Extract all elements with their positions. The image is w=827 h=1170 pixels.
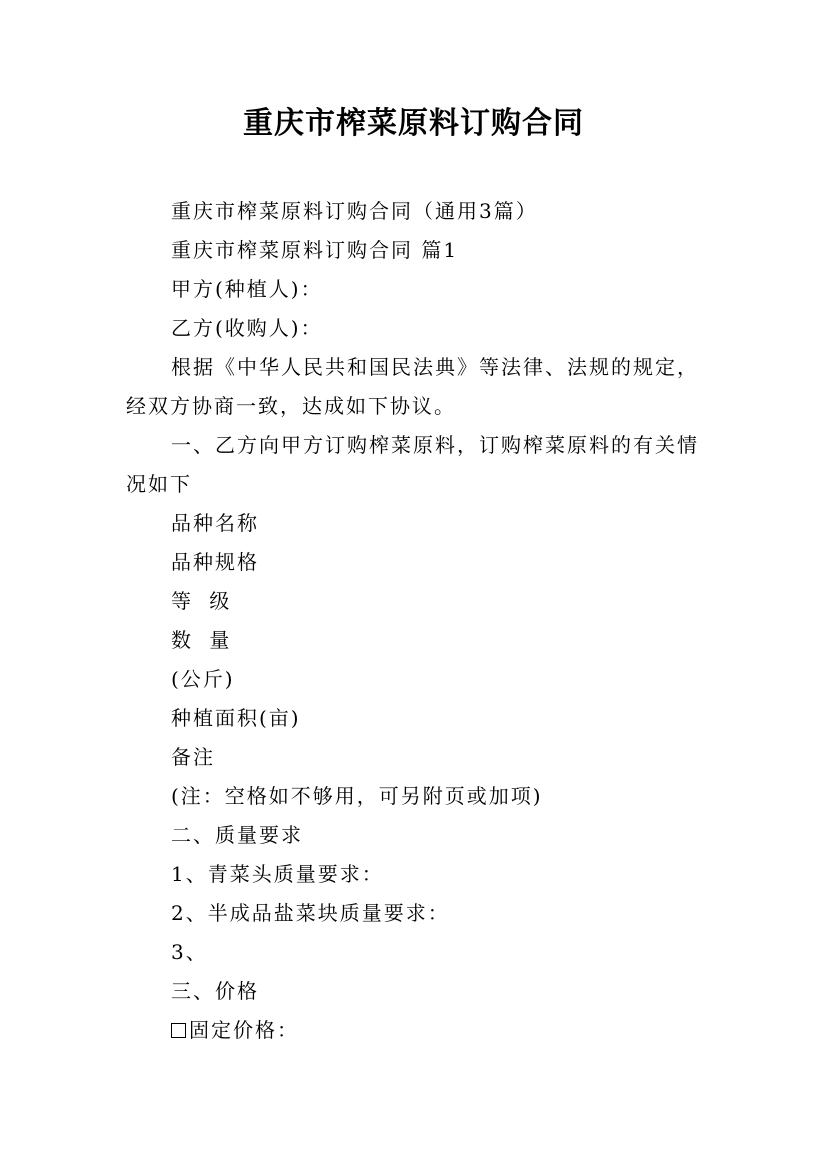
document-title: 重庆市榨菜原料订购合同 [243, 106, 584, 141]
section-heading: 三、价格 [171, 979, 259, 1003]
checkbox-option[interactable] [171, 1017, 299, 1043]
section-heading: 重庆市榨菜原料订购合同 篇1 [171, 238, 459, 262]
list-item: 种植面积(亩) [171, 706, 301, 730]
paragraph-line: 根据《中华人民共和国民法典》等法律、法规的规定， [171, 355, 699, 379]
paragraph-line: 经双方协商一致，达成如下协议。 [126, 394, 456, 418]
section-heading: 二、质量要求 [171, 823, 303, 847]
list-item: 2、半成品盐菜块质量要求： [171, 901, 450, 925]
paragraph-line: 况如下 [126, 472, 192, 496]
list-item: 数 量 [171, 628, 236, 652]
subtitle-line: 重庆市榨菜原料订购合同（通用3篇） [171, 199, 538, 223]
list-item: 1、青菜头质量要求： [171, 862, 384, 886]
list-item: 备注 [171, 745, 215, 769]
list-item: 3、 [171, 940, 208, 964]
list-item: 等 级 [171, 589, 236, 613]
list-item: 品种名称 [171, 511, 259, 535]
note-line: (注：空格如不够用，可另附页或加项) [171, 784, 543, 808]
checkbox-icon[interactable] [171, 1023, 186, 1038]
list-item: (公斤) [171, 667, 235, 691]
paragraph-line: 一、乙方向甲方订购榨菜原料，订购榨菜原料的有关情 [171, 433, 699, 457]
list-item: 品种规格 [171, 550, 259, 574]
checkbox-label: 固定价格： [189, 1018, 299, 1042]
party-a-label: 甲方(种植人)： [171, 277, 323, 301]
party-b-label: 乙方(收购人)： [171, 316, 323, 340]
